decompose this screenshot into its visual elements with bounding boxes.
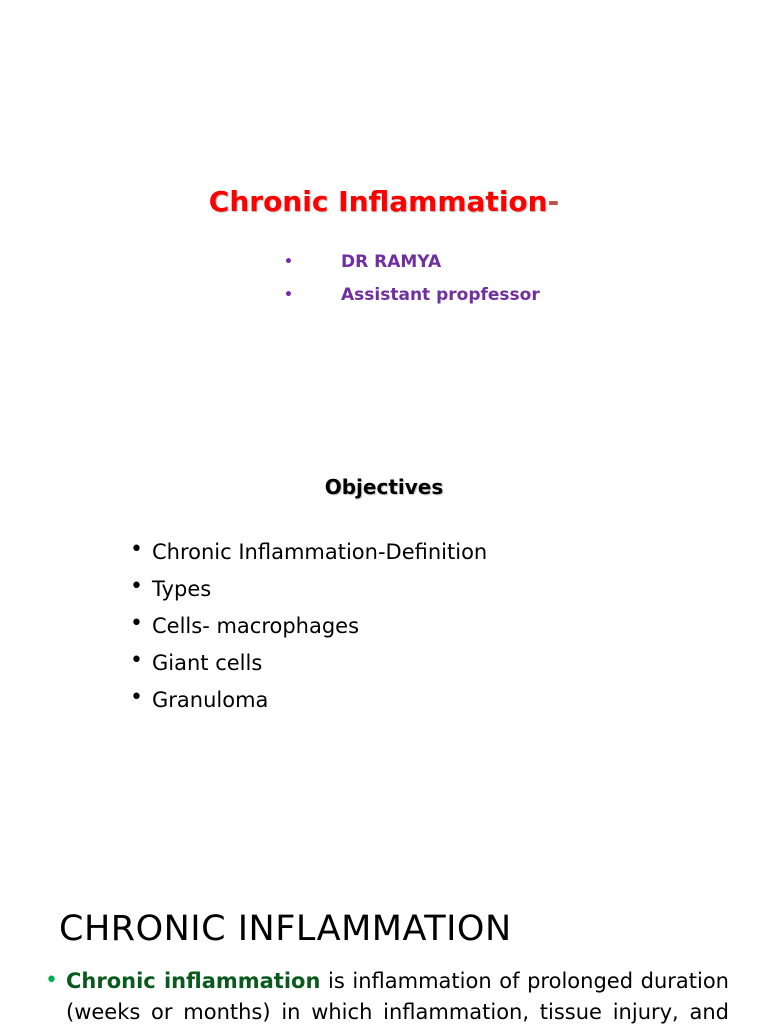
bullet-icon: • (130, 611, 143, 636)
definition-paragraph (45, 966, 729, 1024)
list-item-text: Giant cells (152, 651, 263, 675)
definition-heading: CHRONIC INFLAMMATION (59, 909, 512, 949)
bullet-icon: • (130, 685, 143, 710)
bullet-icon: • (130, 648, 143, 673)
list-item-text: Cells- macrophages (152, 614, 360, 638)
objectives-heading: Objectives (324, 475, 444, 499)
definition-line-1-rest: is inflammation of prolonged duration (320, 969, 729, 993)
list-item (130, 536, 487, 573)
bullet-icon: • (284, 254, 293, 270)
title-suffix: - (547, 185, 560, 218)
objectives-slide (0, 430, 768, 870)
slide-title (0, 184, 768, 220)
definition-line-2: (weeks or months) in which inflammation, tissue injury, and (66, 1000, 729, 1024)
definition-slide (0, 870, 768, 1024)
title-slide (0, 0, 768, 430)
presenter-name (280, 248, 540, 281)
list-item-text: Chronic Inflammation-Definition (152, 540, 488, 564)
bullet-icon: • (130, 574, 143, 599)
list-item (130, 647, 487, 684)
bullet-icon: • (130, 537, 143, 562)
objectives-list (130, 536, 487, 721)
definition-line-1 (45, 966, 729, 997)
list-item-text: Granuloma (152, 688, 269, 712)
title-text: Chronic Inflammation (208, 185, 548, 218)
presenter-role-text: Assistant propfessor (341, 285, 540, 305)
list-item (130, 573, 487, 610)
definition-term: Chronic inflammation (66, 969, 321, 993)
list-item (130, 610, 487, 647)
list-item-text: Types (152, 577, 212, 601)
bullet-icon: • (284, 287, 293, 303)
presenter-role (280, 281, 540, 314)
list-item (130, 684, 487, 721)
presenter-name-text: DR RAMYA (341, 252, 442, 272)
bullet-icon: • (45, 968, 58, 993)
presenter-list (280, 248, 540, 314)
